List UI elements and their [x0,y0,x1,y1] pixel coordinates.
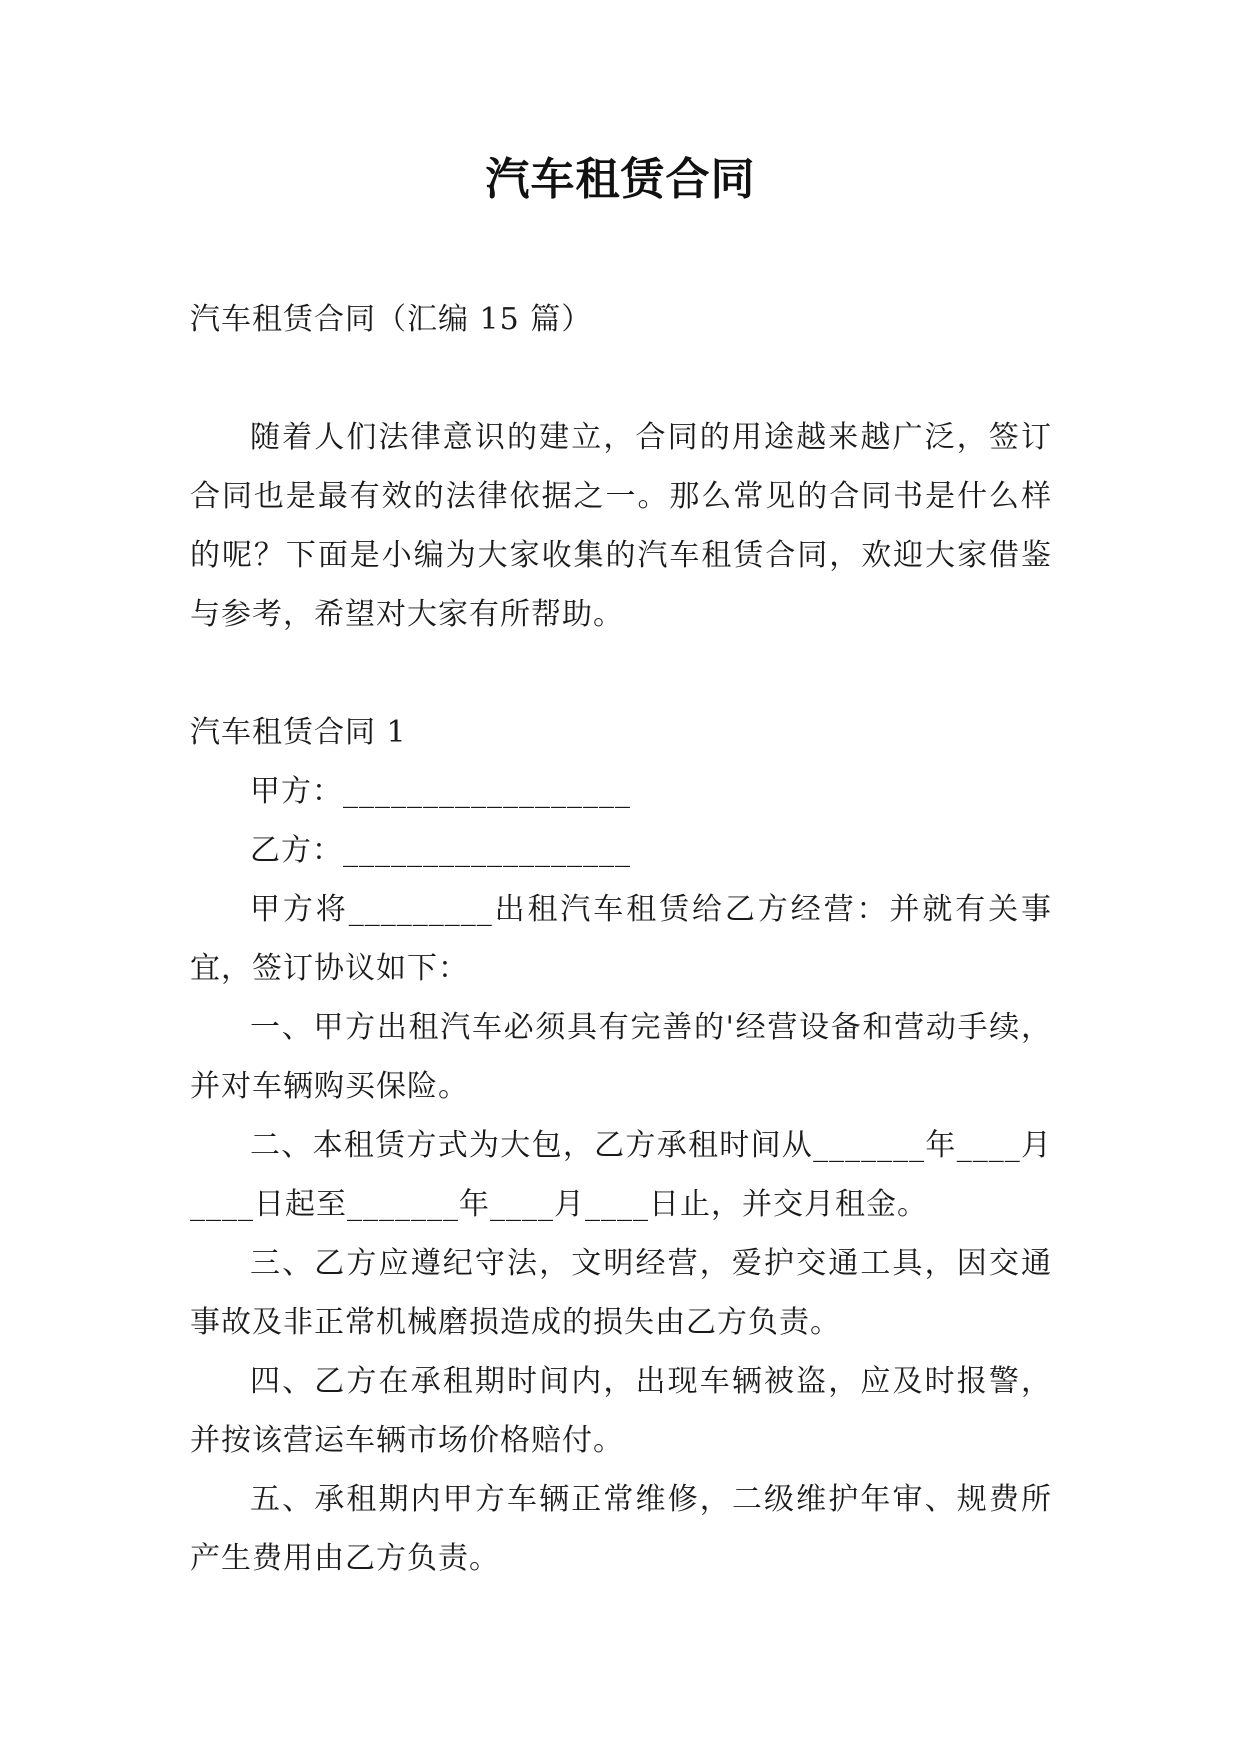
intro-paragraph: 随着人们法律意识的建立，合同的用途越来越广泛，签订合同也是最有效的法律依据之一。那么常见的合同书是什么样的呢？下面是小编为大家收集的汽车租赁合同，欢迎大家借鉴与参考，希望对大家有所帮助。 [190,420,1052,632]
spacer [190,349,1052,408]
section-heading: 汽车租赁合同 1 [190,715,407,750]
clause-paragraph: 四、乙方在承租期时间内，出现车辆被盗，应及时报警，并按该营运车辆市场价格赔付。 [190,1364,1052,1458]
clause-paragraph: 甲方将_________出租汽车租赁给乙方经营：并就有关事宜，签订协议如下： [190,892,1052,986]
clause-paragraph: 三、乙方应遵纪守法，文明经营，爱护交通工具，因交通事故及非正常机械磨损造成的损失由乙方负责。 [190,1246,1052,1340]
party-a-line: 甲方：__________________ [250,774,631,809]
clause-paragraph: 二、本租赁方式为大包，乙方承租时间从_______年____月____日起至_______年____月____日止，并交月租金。 [190,1128,1052,1222]
document-body [190,290,1052,1588]
clause-paragraph: 五、承租期内甲方车辆正常维修，二级维护年审、规费所产生费用由乙方负责。 [190,1482,1052,1576]
spacer [190,644,1052,703]
party-b-line: 乙方：__________________ [250,833,631,868]
document-title: 汽车租赁合同 [485,154,756,205]
clause-paragraph: 一、甲方出租汽车必须具有完善的'经营设备和营动手续，并对车辆购买保险。 [190,1010,1052,1104]
document-subtitle: 汽车租赁合同（汇编 15 篇） [190,302,593,337]
